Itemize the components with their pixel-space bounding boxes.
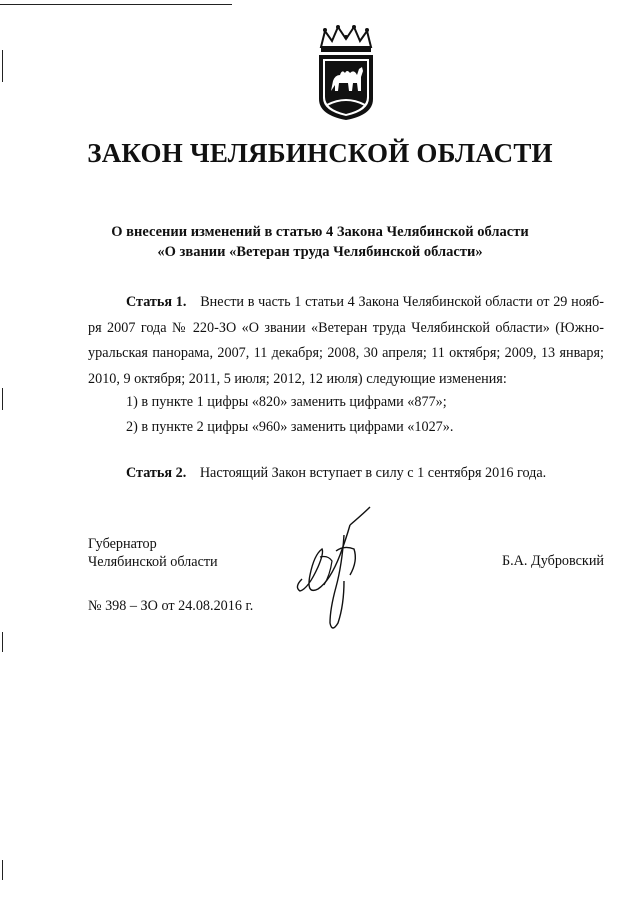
coat-of-arms-icon [315, 25, 377, 121]
scan-edge-left [2, 860, 3, 880]
article-1-item-2: 2) в пункте 2 цифры «960» заменить цифрами «1027». [126, 419, 454, 435]
signatory-position [88, 535, 218, 571]
signatory-position-line1: Губернатор [88, 536, 157, 552]
scan-edge-left [2, 50, 3, 82]
scan-edge-left [2, 632, 3, 652]
article-1 [88, 290, 604, 392]
scan-edge-left [2, 388, 3, 410]
document-title: ЗАКОН ЧЕЛЯБИНСКОЙ ОБЛАСТИ [87, 138, 553, 168]
article-1-heading: Статья 1. [126, 294, 187, 310]
article-2-text: Настоящий Закон вступает в силу с 1 сентября 2016 года. [199, 465, 547, 481]
law-number: № 398 – ЗО от 24.08.2016 г. [88, 598, 254, 614]
article-1-text-rest: ря 2007 года № 220-ЗО «О звании «Ветеран труда Челябинской области» (Южно-уральская панорама, 2007, 11 декабря; 2008, 30 апреля; 11 октября; 2009, 13 января; 2010, 9 октября; 2011, 5 июля; 2012, 12 июля) следующие изменения: [88, 319, 604, 387]
document-subtitle-line1: О внесении изменений в статью 4 Закона Челябинской области [111, 224, 529, 240]
article-2 [88, 461, 604, 487]
article-2-heading: Статья 2. [126, 465, 187, 481]
handwritten-signature [284, 505, 380, 637]
article-1-text-first: Внести в часть 1 статьи 4 Закона Челябинской области от 29 нояб- [200, 294, 605, 310]
scan-edge-top [0, 4, 232, 5]
article-1-item-1: 1) в пункте 1 цифры «820» заменить цифрами «877»; [126, 394, 447, 410]
document-subtitle-line2: «О звании «Ветеран труда Челябинской области» [157, 244, 483, 260]
signatory-position-line2: Челябинской области [88, 554, 218, 570]
signatory-name: Б.А. Дубровский [501, 553, 604, 569]
